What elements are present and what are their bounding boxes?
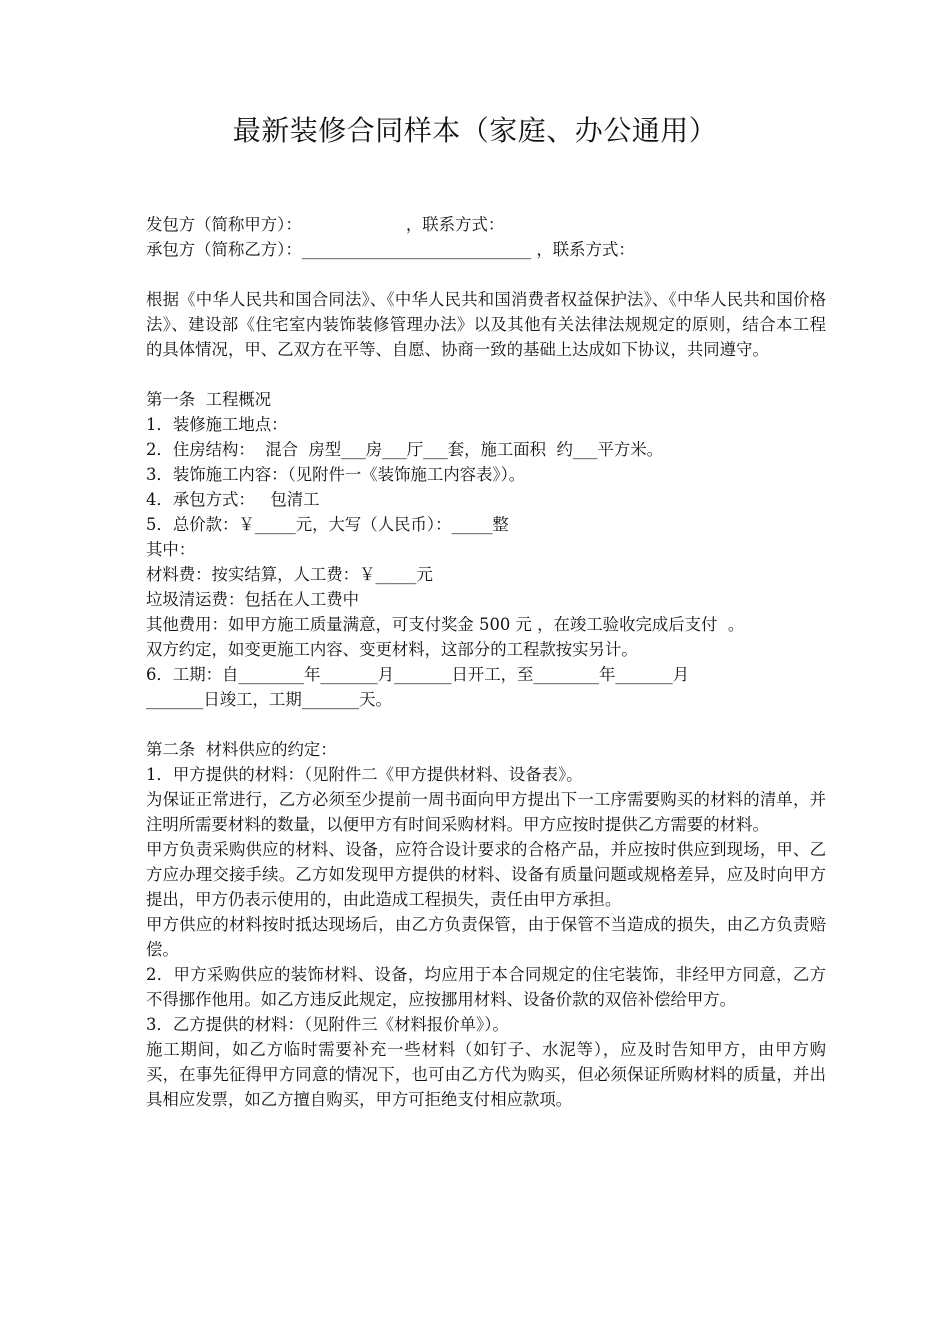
article-2-heading: 第二条 材料供应的约定：	[146, 740, 337, 759]
party-b-blank: ____________________________	[301, 240, 532, 259]
article-2-paragraph: 为保证正常进行，乙方必须至少提前一周书面向甲方提出下一工序需要购买的材料的清单，并注明所需要材料的数量，以便甲方有时间采购材料。甲方应按时提供乙方需要的材料。	[146, 790, 826, 834]
party-b-contact: ，联系方式：	[531, 240, 635, 259]
article-2-paragraph: 甲方供应的材料按时抵达现场后，由乙方负责保管，由于保管不当造成的损失，由乙方负责赔偿。	[146, 915, 826, 959]
article-1-line: 5．总价款：￥_____元，大写（人民币）：_____整	[146, 515, 509, 534]
party-b-label: 承包方（简称乙方）：	[146, 240, 302, 259]
article-1-line: 3．装饰施工内容：（见附件一《装饰施工内容表》）。	[146, 465, 526, 484]
article-1-line: 6．工期：自________年_______月_______日开工，至________年_______月	[146, 665, 690, 684]
article-1-line: 其他费用：如甲方施工质量满意，可支付奖金 500 元 ，在竣工验收完成后支付 。	[146, 615, 745, 634]
article-1-line: _______日竣工，工期_______天。	[146, 690, 392, 709]
document-body	[146, 212, 826, 1112]
article-1-line: 4．承包方式： 包清工	[146, 490, 320, 509]
article-2-paragraph: 1．甲方提供的材料：（见附件二《甲方提供材料、设备表》。	[146, 765, 583, 784]
party-b-line	[146, 237, 826, 262]
article-2-paragraph: 3．乙方提供的材料：（见附件三《材料报价单》）。	[146, 1015, 509, 1034]
article-1-line: 双方约定，如变更施工内容、变更材料，这部分的工程款按实另计。	[146, 640, 638, 659]
article-2-paragraph: 甲方负责采购供应的材料、设备，应符合设计要求的合格产品，并应按时供应到现场，甲、乙方应办理交接手续。乙方如发现甲方提供的材料、设备有质量问题或规格差异，应及时向甲方提出，甲方仍表示使用的，由此造成工程损失，责任由甲方承担。	[146, 840, 826, 909]
article-1-heading: 第一条 工程概况	[146, 390, 272, 409]
article-1-line: 1．装修施工地点：	[146, 415, 288, 434]
article-2-paragraph: 2．甲方采购供应的装饰材料、设备，均应用于本合同规定的住宅装饰，非经甲方同意，乙方不得挪作他用。如乙方违反此规定，应按挪用材料、设备价款的双倍补偿给甲方。	[146, 965, 826, 1009]
preamble-paragraph: 根据《中华人民共和国合同法》、《中华人民共和国消费者权益保护法》、《中华人民共和国价格法》、建设部《住宅室内装饰装修管理办法》以及其他有关法律法规规定的原则，结合本工程的具体情况，甲、乙双方在平等、自愿、协商一致的基础上达成如下协议，共同遵守。	[146, 290, 826, 359]
article-1-line: 材料费：按实结算，人工费：￥_____元	[146, 565, 433, 584]
document-title: 最新装修合同样本（家庭、办公通用）	[232, 114, 718, 147]
article-1-line: 2．住房结构： 混合 房型___房___厅___套，施工面积 约___平方米。	[146, 440, 664, 459]
party-a-line: 发包方（简称甲方）： ，联系方式：	[146, 215, 505, 234]
article-1-line: 垃圾清运费：包括在人工费中	[146, 590, 360, 609]
article-2-paragraph: 施工期间，如乙方临时需要补充一些材料（如钉子、水泥等），应及时告知甲方，由甲方购买，在事先征得甲方同意的情况下，也可由乙方代为购买，但必须保证所购材料的质量，并出具相应发票，如乙方擅自购买，甲方可拒绝支付相应款项。	[146, 1040, 826, 1109]
article-1-line: 其中：	[146, 540, 196, 559]
